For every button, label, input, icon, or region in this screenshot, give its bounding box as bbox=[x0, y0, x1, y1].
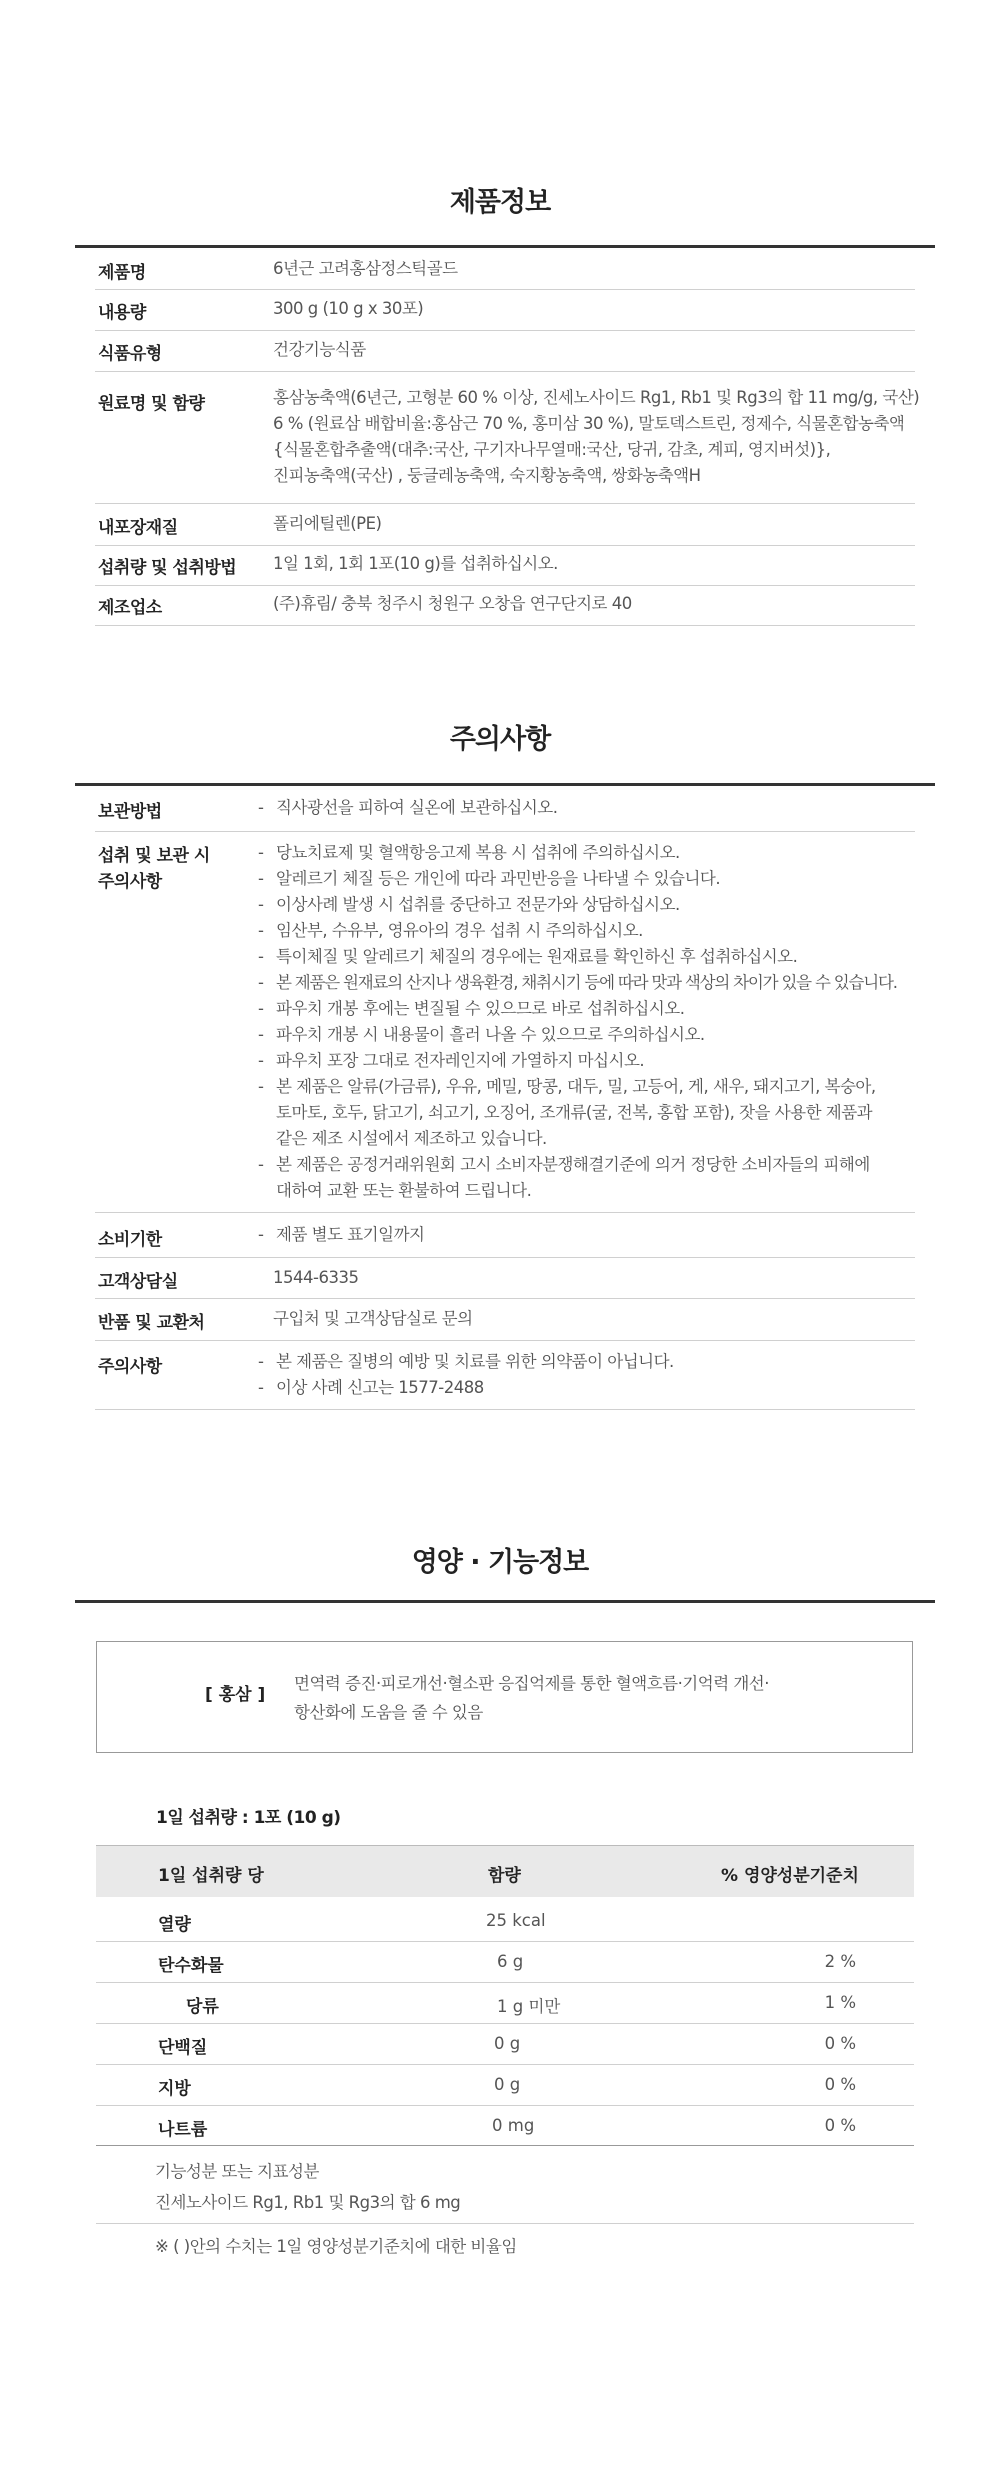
nutrient-pct: 0 % bbox=[824, 2116, 856, 2135]
divider bbox=[75, 245, 935, 248]
intake-label bbox=[98, 843, 210, 895]
bullet-text: - 당뇨치료제 및 혈액항응고제 복용 시 섭취에 주의하십시오. bbox=[276, 843, 680, 862]
nutrient-pct: 1 % bbox=[824, 1993, 856, 2012]
nutrient-amount: 25 kcal bbox=[486, 1911, 546, 1930]
bullet-item: - 본 제품은 질병의 예방 및 치료를 위한 의약품이 아닙니다. bbox=[258, 1349, 674, 1375]
row-value: 구입처 및 고객상담실로 문의 bbox=[273, 1309, 473, 1328]
row-value: 300 g (10 g x 30포) bbox=[273, 299, 424, 318]
header-cell: % 영양성분기준치 bbox=[721, 1866, 859, 1886]
divider bbox=[96, 2023, 914, 2024]
divider bbox=[96, 2064, 914, 2065]
nutrient-pct: 0 % bbox=[824, 2034, 856, 2053]
row-value: 폴리에틸렌(PE) bbox=[273, 514, 382, 533]
bullet-item bbox=[258, 1048, 897, 1074]
serving-size: 1일 섭취량 : 1포 (10 g) bbox=[156, 1808, 341, 1828]
bullet-item bbox=[258, 918, 897, 944]
row-value: 6년근 고려홍삼정스틱골드 bbox=[273, 259, 458, 278]
nutrient-name: 탄수화물 bbox=[158, 1956, 224, 1976]
divider bbox=[95, 289, 915, 290]
bullet-item: - 이상 사례 신고는 1577-2488 bbox=[258, 1375, 674, 1401]
divider bbox=[96, 2145, 914, 2146]
row-value bbox=[258, 795, 557, 821]
nutrient-amount: 0 mg bbox=[492, 2116, 535, 2135]
footnote: ※ ( )안의 수치는 1일 영양성분기준치에 대한 비율임 bbox=[155, 2237, 517, 2256]
functional-ingredient bbox=[155, 2156, 460, 2218]
divider bbox=[96, 1982, 914, 1983]
nutrient-name: 열량 bbox=[158, 1915, 191, 1935]
label-line: 주의사항 bbox=[98, 872, 162, 892]
bullet-text: - 특이체질 및 알레르기 체질의 경우에는 원재료를 확인하신 후 섭취하십시오. bbox=[276, 947, 798, 966]
bullet-text: 같은 제조 시설에서 제조하고 있습니다. bbox=[276, 1129, 547, 1148]
bullet-text: - 파우치 개봉 후에는 변질될 수 있으므로 바로 섭취하십시오. bbox=[276, 999, 685, 1018]
box-line: 면역력 증진·피로개선·혈소판 응집억제를 통한 혈액흐름·기억력 개선· bbox=[294, 1674, 769, 1693]
ingredients-line: 홍삼농축액(6년근, 고형분 60 % 이상, 진세노사이드 Rg1, Rb1 및 Rg3의 합 11 mg/g, 국산) bbox=[273, 388, 920, 407]
divider bbox=[95, 330, 915, 331]
nutrient-name: 당류 bbox=[186, 1997, 219, 2017]
divider bbox=[95, 503, 915, 504]
nutrient-name: 단백질 bbox=[158, 2038, 208, 2058]
nutrition-header bbox=[96, 1845, 914, 1897]
row-label: 주의사항 bbox=[98, 1357, 162, 1377]
header-cell: 1일 섭취량 당 bbox=[158, 1866, 264, 1886]
ingredients-line: 진피농축액(국산) , 둥글레농축액, 숙지황농축액, 쌍화농축액H bbox=[273, 466, 701, 485]
bullet-item bbox=[258, 1074, 897, 1152]
bullet-text: - 알레르기 체질 등은 개인에 따라 과민반응을 나타낼 수 있습니다. bbox=[276, 869, 721, 888]
bullet-text: - 파우치 포장 그대로 전자레인지에 가열하지 마십시오. bbox=[276, 1051, 645, 1070]
divider bbox=[75, 783, 935, 786]
bullet-item bbox=[258, 892, 897, 918]
row-label: 내용량 bbox=[98, 303, 146, 323]
box-text bbox=[294, 1669, 769, 1727]
divider bbox=[95, 371, 915, 372]
ingredients-line: 6 % (원료삼 배합비율:홍삼근 70 %, 홍미삼 30 %), 말토덱스트린, 정제수, 식물혼합농축액 bbox=[273, 414, 905, 433]
box-line: 항산화에 도움을 줄 수 있음 bbox=[294, 1703, 483, 1722]
bullet-text: - 파우치 개봉 시 내용물이 흘러 나올 수 있으므로 주의하십시오. bbox=[276, 1025, 705, 1044]
bullet-item bbox=[258, 996, 897, 1022]
nutrient-amount: 6 g bbox=[497, 1952, 524, 1971]
bullet-item: - 직사광선을 피하여 실온에 보관하십시오. bbox=[258, 795, 557, 821]
bullet-item bbox=[258, 866, 897, 892]
row-label: 식품유형 bbox=[98, 344, 162, 364]
row-label: 소비기한 bbox=[98, 1230, 162, 1250]
bullet-text: 토마토, 호두, 닭고기, 쇠고기, 오징어, 조개류(굴, 전복, 홍합 포함), 잣을 사용한 제품과 bbox=[276, 1103, 873, 1122]
row-label: 반품 및 교환처 bbox=[98, 1313, 205, 1333]
divider bbox=[96, 2105, 914, 2106]
row-label: 내포장재질 bbox=[98, 518, 178, 538]
divider bbox=[95, 585, 915, 586]
function-box bbox=[96, 1641, 913, 1753]
divider bbox=[95, 1409, 915, 1410]
bullet-text: 대하여 교환 또는 환불하여 드립니다. bbox=[276, 1181, 532, 1200]
divider bbox=[95, 1212, 915, 1213]
bullet-text: - 임산부, 수유부, 영유아의 경우 섭취 시 주의하십시오. bbox=[276, 921, 643, 940]
bullet-item bbox=[258, 840, 897, 866]
row-label: 원료명 및 함량 bbox=[98, 394, 205, 414]
divider bbox=[96, 1941, 914, 1942]
nutrient-name: 나트륨 bbox=[158, 2120, 208, 2140]
bullet-text: - 본 제품은 공정거래위원회 고시 소비자분쟁해결기준에 의거 정당한 소비자들의 피해에 bbox=[276, 1155, 870, 1174]
nutrient-amount: 0 g bbox=[494, 2034, 521, 2053]
bullet-text: - 본 제품은 알류(가금류), 우유, 메밀, 땅콩, 대두, 밀, 고등어, 게, 새우, 돼지고기, 복숭아, bbox=[276, 1077, 876, 1096]
divider bbox=[95, 1298, 915, 1299]
ingredients-value bbox=[273, 385, 919, 489]
divider bbox=[75, 1600, 935, 1603]
divider bbox=[96, 2223, 914, 2224]
nutrient-name: 지방 bbox=[158, 2079, 191, 2099]
bullet-item bbox=[258, 1152, 897, 1204]
nutrient-pct: 2 % bbox=[824, 1952, 856, 1971]
product-info-title: 제품정보 bbox=[449, 187, 551, 218]
divider bbox=[95, 831, 915, 832]
bullet-item bbox=[258, 944, 897, 970]
row-label: 제조업소 bbox=[98, 598, 162, 618]
bullet-item: - 제품 별도 표기일까지 bbox=[258, 1222, 424, 1248]
row-value: (주)휴림/ 충북 청주시 청원구 오창읍 연구단지로 40 bbox=[273, 594, 632, 613]
label-line: 섭취 및 보관 시 bbox=[98, 846, 210, 866]
divider bbox=[95, 545, 915, 546]
bullet-item bbox=[258, 1022, 897, 1048]
divider bbox=[95, 625, 915, 626]
row-label: 보관방법 bbox=[98, 802, 162, 822]
bullet-item bbox=[258, 970, 897, 996]
divider bbox=[95, 1340, 915, 1341]
box-label: [ 홍삼 ] bbox=[205, 1685, 266, 1705]
nutrient-amount: 0 g bbox=[494, 2075, 521, 2094]
row-label: 섭취량 및 섭취방법 bbox=[98, 558, 237, 578]
row-label: 제품명 bbox=[98, 263, 146, 283]
ingredients-line: {식물혼합추출액(대추:국산, 구기자나무열매:국산, 당귀, 감초, 계피, 영지버섯)}, bbox=[273, 440, 831, 459]
bullet-text: - 이상사례 발생 시 섭취를 중단하고 전문가와 상담하십시오. bbox=[276, 895, 680, 914]
caution-title: 주의사항 bbox=[449, 724, 551, 755]
header-cell: 함량 bbox=[488, 1866, 521, 1886]
functional-label: 기능성분 또는 지표성분 bbox=[155, 2162, 319, 2181]
functional-value: 진세노사이드 Rg1, Rb1 및 Rg3의 합 6 mg bbox=[155, 2193, 461, 2212]
row-value bbox=[258, 1222, 424, 1248]
notice-list bbox=[258, 1349, 674, 1401]
cs-phone: 1544-6335 bbox=[273, 1268, 359, 1287]
intake-list bbox=[258, 840, 897, 1204]
nutrition-title: 영양 · 기능정보 bbox=[411, 1547, 589, 1578]
nutrient-pct: 0 % bbox=[824, 2075, 856, 2094]
row-value: 건강기능식품 bbox=[273, 340, 366, 359]
divider bbox=[95, 1257, 915, 1258]
bullet-text: - 본 제품은 원재료의 산지나 생육환경, 채취시기 등에 따라 맛과 색상의 차이가 있을 수 있습니다. bbox=[276, 973, 897, 992]
row-label: 고객상담실 bbox=[98, 1272, 178, 1292]
nutrient-amount: 1 g 미만 bbox=[497, 1997, 561, 2016]
row-value: 1일 1회, 1회 1포(10 g)를 섭취하십시오. bbox=[273, 554, 558, 573]
